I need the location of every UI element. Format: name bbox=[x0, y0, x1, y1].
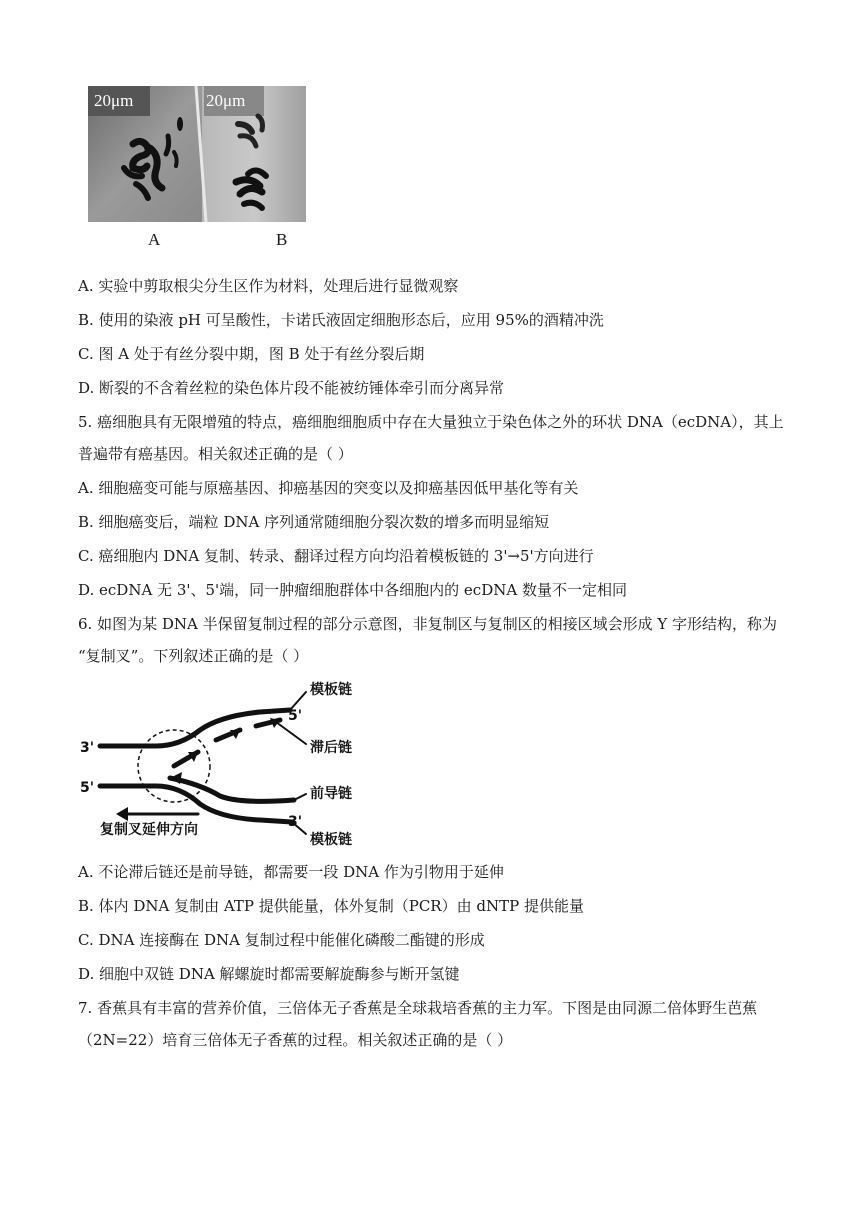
q5-option-a: A. 细胞癌变可能与原癌基因、抑癌基因的突变以及抑癌基因低甲基化等有关 bbox=[78, 479, 579, 497]
q6-option-d: D. 细胞中双链 DNA 解螺旋时都需要解旋酶参与断开氢键 bbox=[78, 965, 460, 983]
lagging-pointer bbox=[276, 722, 306, 744]
bottom-template-strand bbox=[100, 786, 292, 822]
end-5-top: 5' bbox=[288, 708, 303, 724]
leading-label: 前导链 bbox=[310, 786, 352, 802]
q5-stem-line2: 普遍带有癌基因。相关叙述正确的是（ ） bbox=[78, 445, 353, 463]
leading-pointer bbox=[294, 794, 306, 800]
q6-stem-line1: 6. 如图为某 DNA 半保留复制过程的部分示意图，非复制区与复制区的相接区域会形成 Y 字形结构，称为 bbox=[78, 615, 778, 633]
end-3-left: 3' bbox=[80, 740, 95, 756]
q7-stem-line1: 7. 香蕉具有丰富的营养价值，三倍体无子香蕉是全球栽培香蕉的主力军。下图是由同源二倍体野生芭蕉 bbox=[78, 999, 758, 1017]
end-5-left: 5' bbox=[80, 780, 95, 796]
q6-option-a: A. 不论滞后链还是前导链，都需要一段 DNA 作为引物用于延伸 bbox=[78, 863, 504, 881]
q5-stem-line1: 5. 癌细胞具有无限增殖的特点，癌细胞细胞质中存在大量独立于染色体之外的环状 DNA（ecDNA），其上 bbox=[78, 413, 784, 431]
q5-option-d: D. ecDNA 无 3'、5'端，同一肿瘤细胞群体中各细胞内的 ecDNA 数量不一定相同 bbox=[78, 581, 627, 599]
direction-arrowhead bbox=[116, 807, 128, 821]
q4-option-a: A. 实验中剪取根尖分生区作为材料，处理后进行显微观察 bbox=[78, 277, 459, 295]
direction-label: 复制叉延伸方向 bbox=[100, 822, 198, 838]
scale-label-a: 20μm bbox=[94, 91, 134, 110]
leading-arrowhead bbox=[170, 772, 182, 784]
q6-stem-line2: “复制叉”。下列叙述正确的是（ ） bbox=[78, 647, 309, 665]
top-template-label: 模板链 bbox=[310, 682, 352, 698]
q5-option-b: B. 细胞癌变后，端粒 DNA 序列通常随细胞分裂次数的增多而明显缩短 bbox=[78, 513, 550, 531]
bottom-template-label: 模板链 bbox=[310, 832, 352, 848]
end-3-bottom: 3' bbox=[288, 814, 303, 830]
figure-label-a: A bbox=[148, 230, 161, 249]
q7-stem-line2: （2N=22）培育三倍体无子香蕉的过程。相关叙述正确的是（ ） bbox=[78, 1031, 513, 1049]
figure-label-b: B bbox=[276, 230, 288, 249]
q6-option-b: B. 体内 DNA 复制由 ATP 提供能量，体外复制（PCR）由 dNTP 提供能量 bbox=[78, 897, 584, 915]
q6-option-c: C. DNA 连接酶在 DNA 复制过程中能催化磷酸二酯键的形成 bbox=[78, 931, 485, 949]
lagging-label: 滞后链 bbox=[310, 740, 352, 756]
q5-option-c: C. 癌细胞内 DNA 复制、转录、翻译过程方向均沿着模板链的 3'→5'方向进行 bbox=[78, 547, 594, 565]
q4-option-d: D. 断裂的不含着丝粒的染色体片段不能被纺锤体牵引而分离异常 bbox=[78, 379, 505, 397]
micrograph-figure bbox=[88, 86, 306, 222]
scale-label-b: 20μm bbox=[206, 91, 246, 110]
q4-option-b: B. 使用的染液 pH 可呈酸性，卡诺氏液固定细胞形态后，应用 95%的酒精冲洗 bbox=[78, 311, 604, 329]
top-template-strand bbox=[100, 710, 290, 746]
q4-option-c: C. 图 A 处于有丝分裂中期，图 B 处于有丝分裂后期 bbox=[78, 345, 425, 363]
replication-fork-diagram bbox=[70, 676, 370, 848]
